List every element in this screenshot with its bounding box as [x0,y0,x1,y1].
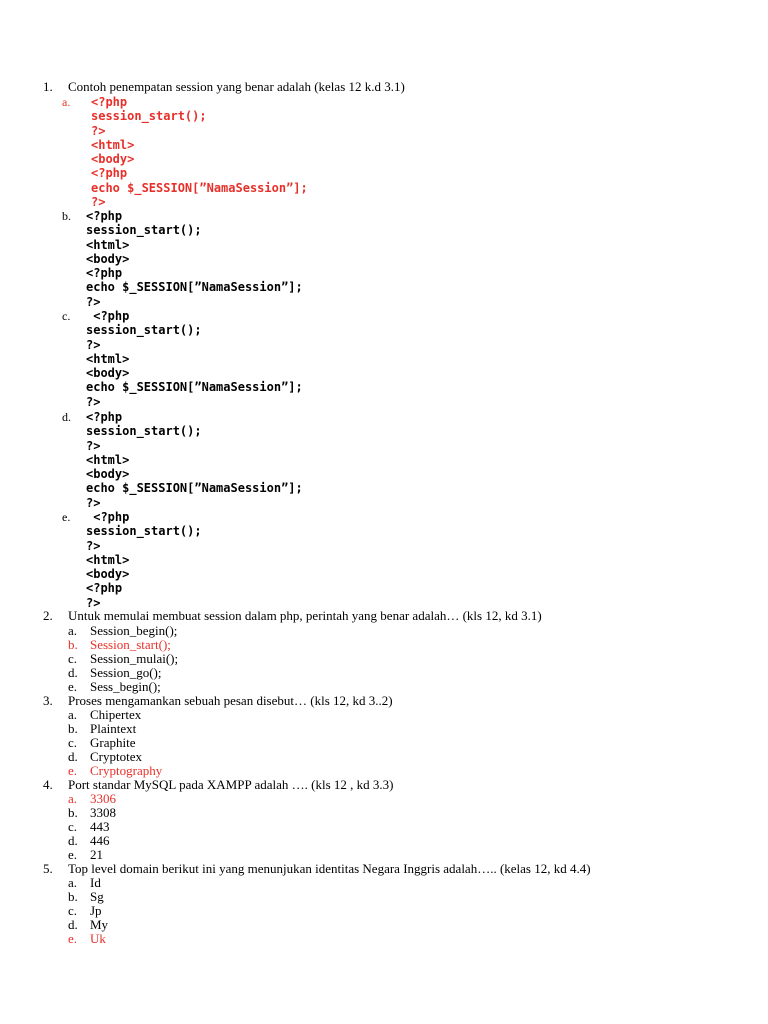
option-d [68,918,728,932]
option-c [68,736,728,750]
option-letter: a. [68,875,78,890]
question-number: 1. [43,79,53,94]
option-letter: b. [68,637,78,652]
option-letter: b. [68,805,78,820]
option-b [68,890,728,904]
option-d [68,666,728,680]
question-number: 4. [43,777,53,792]
option-text: Session_start(); [90,637,171,652]
option-d [68,834,728,848]
option-text: Uk [90,931,106,946]
option-text: Graphite [90,735,136,750]
option-text: 3308 [90,805,116,820]
option-letter: e. [68,763,78,778]
option-text: Cryptography [90,763,163,778]
question-text: Untuk memulai membuat session dalam php, perintah yang benar adalah… (kls 12, kd 3.1) [68,608,542,623]
question-number: 2. [43,608,53,623]
option-text: Session_go(); [90,665,162,680]
option-text: Plaintext [90,721,137,736]
question-number: 3. [43,693,53,708]
option-letter: d. [68,665,78,680]
option-letter: b. [62,209,71,223]
option-e [68,680,728,694]
option-letter: e. [68,931,78,946]
option-letter: d. [62,410,71,424]
code-block-c: <?php session_start(); ?> <html> <body> echo $_SESSION[”NamaSession”]; ?> [86,309,303,409]
option-text: 3306 [90,791,116,806]
option-text: My [90,917,109,932]
option-text: Sess_begin(); [90,679,161,694]
option-text: 446 [90,833,110,848]
option-text: Session_mulai(); [90,651,179,666]
option-letter: e. [68,679,78,694]
code-block-a: <?php session_start(); ?> <html> <body> <?php echo $_SESSION[”NamaSession”]; ?> [91,95,308,210]
code-block-e: <?php session_start(); ?> <html> <body> <?php ?> [86,510,202,610]
option-a [68,624,728,638]
option-b-correct [68,638,728,652]
option-letter: d. [68,749,78,764]
option-letter: e. [68,847,78,862]
option-text: Cryptotex [90,749,142,764]
option-b [68,806,728,820]
question-text: Contoh penempatan session yang benar adalah (kelas 12 k.d 3.1) [68,79,405,94]
option-c [68,904,728,918]
option-e-correct [68,764,728,778]
option-letter: e. [62,510,71,524]
option-letter: a. [68,791,78,806]
option-text: Chipertex [90,707,142,722]
option-c [68,652,728,666]
code-block-b: <?php session_start(); <html> <body> <?php echo $_SESSION[”NamaSession”]; ?> [86,209,303,309]
option-text: Session_begin(); [90,623,178,638]
option-letter: a. [68,623,78,638]
option-letter: a. [68,707,78,722]
option-e [68,848,728,862]
option-d [68,750,728,764]
question-text: Proses mengamankan sebuah pesan disebut… (kls 12, kd 3..2) [68,693,393,708]
option-letter: a. [62,95,71,109]
question-text: Port standar MySQL pada XAMPP adalah …. (kls 12 , kd 3.3) [68,777,394,792]
option-text: Id [90,875,101,890]
option-text: Jp [90,903,102,918]
option-letter: b. [68,889,78,904]
option-letter: d. [68,917,78,932]
option-c [68,820,728,834]
option-text: 21 [90,847,103,862]
option-letter: b. [68,721,78,736]
option-b [68,722,728,736]
option-e-correct [68,932,728,946]
option-text: Sg [90,889,104,904]
option-letter: c. [68,651,78,666]
option-a [68,876,728,890]
option-letter: c. [68,735,78,750]
code-block-d: <?php session_start(); ?> <html> <body> echo $_SESSION[”NamaSession”]; ?> [86,410,303,510]
option-letter: c. [68,903,78,918]
option-text: 443 [90,819,110,834]
option-a-correct [68,792,728,806]
option-a [68,708,728,722]
option-letter: c. [68,819,78,834]
question-number: 5. [43,861,53,876]
question-text: Top level domain berikut ini yang menunjukan identitas Negara Inggris adalah….. (kelas 12, kd 4.4) [68,861,591,876]
option-letter: d. [68,833,78,848]
option-letter: c. [62,309,71,323]
